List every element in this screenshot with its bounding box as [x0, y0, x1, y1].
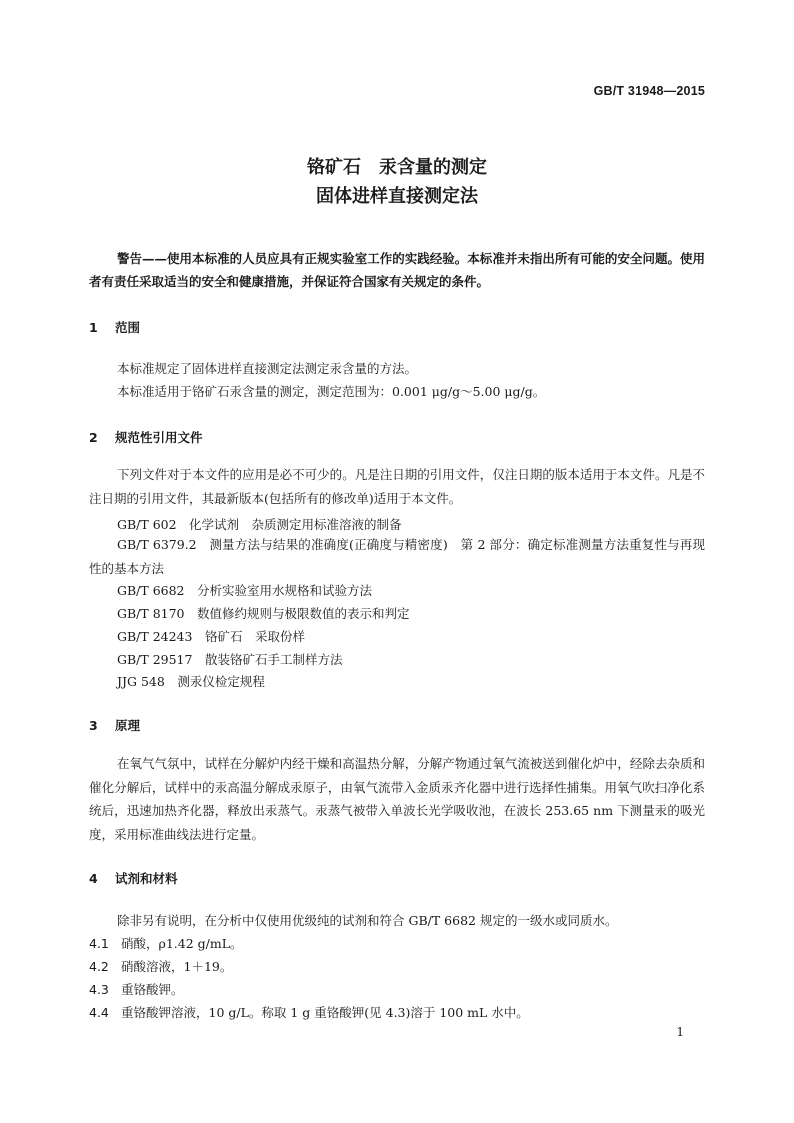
- section-3-heading: [89, 716, 140, 734]
- reference-item: JJG 548 测汞仪检定规程: [117, 674, 265, 689]
- standard-code: GB/T 31948—2015: [593, 84, 705, 98]
- section-title: 原理: [115, 718, 141, 733]
- clause-number: 4.1: [89, 936, 109, 951]
- section-1-heading: [89, 318, 140, 336]
- reference-item: GB/T 6379.2 测量方法与结果的准确度(正确度与精密度) 第 2 部分：确定标准测量方法重复性与再现性的基本方法: [89, 537, 705, 576]
- section-title: 范围: [115, 320, 141, 335]
- references-intro: 下列文件对于本文件的应用是必不可少的。凡是注日期的引用文件，仅注日期的版本适用于本文件。凡是不注日期的引用文件，其最新版本(包括所有的修改单)适用于本文件。: [89, 467, 705, 506]
- principle-paragraph: 在氧气气氛中，试样在分解炉内经干燥和高温热分解，分解产物通过氧气流被送到催化炉中，经除去杂质和催化分解后，试样中的汞高温分解成汞原子，由氧气流带入金质汞齐化器中进行选择性捕集。用氧气吹扫净化系统后，迅速加热齐化器，释放出汞蒸气。汞蒸气被带入单波长光学吸收池，在波长 253.65 nm 下测量汞的吸光度，采用标准曲线法进行定量。: [89, 756, 705, 842]
- section-number: 1: [89, 320, 98, 335]
- section-title: 试剂和材料: [115, 871, 178, 886]
- reagent-item: [89, 934, 243, 952]
- warning-paragraph: 警告——使用本标准的人员应具有正规实验室工作的实践经验。本标准并未指出所有可能的安全问题。使用者有责任采取适当的安全和健康措施，并保证符合国家有关规定的条件。: [89, 251, 705, 289]
- section-4-heading: [89, 869, 178, 887]
- page-number: 1: [676, 1025, 684, 1039]
- document-title-line-1: 铬矿石 汞含量的测定: [307, 157, 487, 178]
- clause-number: 4.3: [89, 982, 109, 997]
- section-number: 4: [89, 871, 98, 886]
- clause-number: 4.4: [89, 1005, 109, 1020]
- section-number: 2: [89, 430, 98, 445]
- reference-item: GB/T 29517 散装铬矿石手工制样方法: [117, 652, 343, 667]
- clause-text: 硝酸，ρ1.42 g/mL。: [121, 936, 243, 951]
- clause-number: 4.2: [89, 959, 109, 974]
- reference-item: GB/T 6682 分析实验室用水规格和试验方法: [117, 583, 373, 598]
- clause-text: 硝酸溶液，1＋19。: [121, 959, 233, 974]
- scope-line-1: 本标准规定了固体进样直接测定法测定汞含量的方法。: [117, 361, 418, 376]
- reference-item: GB/T 24243 铬矿石 采取份样: [117, 629, 305, 644]
- clause-text: 重铬酸钾。: [121, 982, 184, 997]
- section-title: 规范性引用文件: [115, 430, 203, 445]
- reagent-item: [89, 1003, 529, 1021]
- reagent-item: [89, 980, 184, 998]
- section-2-heading: [89, 428, 203, 446]
- reference-item: GB/T 8170 数值修约规则与极限数值的表示和判定: [117, 606, 410, 621]
- scope-line-2: 本标准适用于铬矿石汞含量的测定，测定范围为：0.001 μg/g～5.00 μg/g。: [117, 384, 546, 399]
- reagents-intro: 除非另有说明，在分析中仅使用优级纯的试剂和符合 GB/T 6682 规定的一级水或同质水。: [117, 913, 618, 928]
- section-number: 3: [89, 718, 98, 733]
- document-title-line-2: 固体进样直接测定法: [316, 186, 478, 207]
- clause-text: 重铬酸钾溶液，10 g/L。称取 1 g 重铬酸钾(见 4.3)溶于 100 mL 水中。: [121, 1005, 529, 1020]
- reagent-item: [89, 957, 232, 975]
- reference-item: GB/T 602 化学试剂 杂质测定用标准溶液的制备: [117, 517, 402, 532]
